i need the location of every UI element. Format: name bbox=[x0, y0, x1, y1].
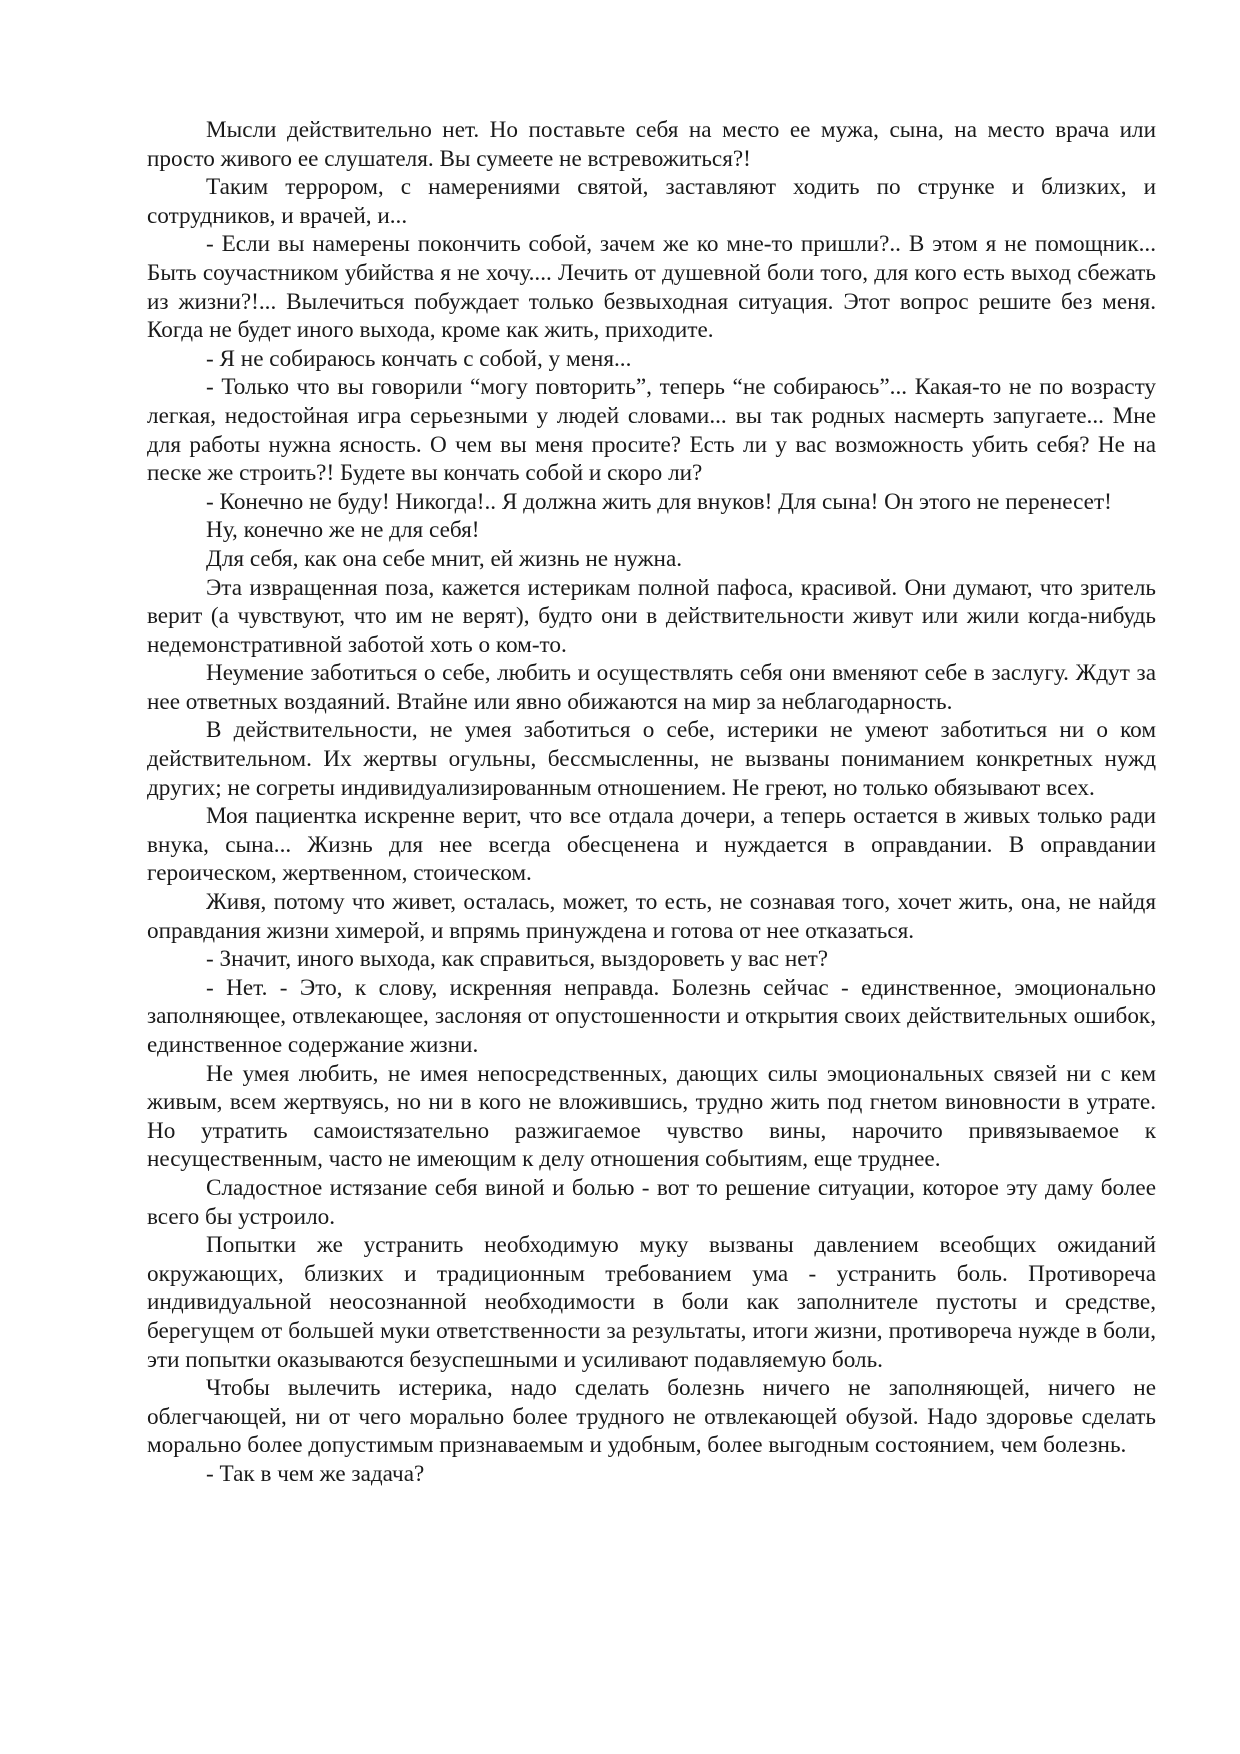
paragraph: Сладостное истязание себя виной и болью - вот то решение ситуации, которое эту даму более всего бы устроило. bbox=[147, 1174, 1156, 1230]
paragraph: Неумение заботиться о себе, любить и осуществлять себя они вменяют себе в заслугу. Ждут за нее ответных воздаяний. Втайне или явно обижаются на мир за неблагодарность. bbox=[147, 660, 1156, 715]
paragraph: Мысли действительно нет. Но поставьте себя на место ее мужа, сына, на место врача или просто живого ее слушателя. Вы сумеете не встревожиться?! bbox=[147, 117, 1156, 172]
paragraph: В действительности, не умея заботиться о себе, истерики не умеют заботиться ни о ком действительном. Их жертвы огульны, бессмысленны, не вызваны пониманием конкретных нужд других; не согреты индивидуализированным отношением. Не греют, но только обязывают всех. bbox=[147, 717, 1156, 801]
paragraph: Моя пациентка искренне верит, что все отдала дочери, а теперь остается в живых только ради внука, сына... Жизнь для нее всегда обесценена и нуждается в оправдании. В оправдании героическом, жертвенном, стоическом. bbox=[147, 803, 1156, 887]
paragraph: - Если вы намерены покончить собой, зачем же ко мне-то пришли?.. В этом я не помощник... Быть соучастником убийства я не хочу.... Лечить от душевной боли того, для кого есть выход сбежать из жизни?!... Вылечиться побуждает только безвыходная ситуация. Этот вопрос решите без меня. Когда не будет иного выхода, кроме как жить, приходите. bbox=[147, 231, 1156, 344]
paragraph: Таким террором, с намерениями святой, заставляют ходить по струнке и близких, и сотрудников, и врачей, и... bbox=[147, 174, 1156, 229]
paragraph: Не умея любить, не имея непосредственных, дающих силы эмоциональных связей ни с кем живым, всем жертвуясь, но ни в кого не вложившись, трудно жить под гнетом виновности в утрате. Но утратить самоистязательно разжигаемое чувство вины, нарочито привязываемое к несущественным, часто не имеющим к делу отношения событиям, еще труднее. bbox=[147, 1060, 1156, 1173]
paragraph: - Конечно не буду! Никогда!.. Я должна жить для внуков! Для сына! Он этого не перенесет! bbox=[206, 488, 1112, 515]
paragraph: - Так в чем же задача? bbox=[206, 1460, 425, 1487]
paragraph: Для себя, как она себе мнит, ей жизнь не нужна. bbox=[206, 545, 683, 572]
paragraph: Эта извращенная поза, кажется истерикам полной пафоса, красивой. Они думают, что зритель верит (а чувствуют, что им не верят), будто они в действительности живут или жили когда-нибудь недемонстративной заботой хоть о ком-то. bbox=[147, 574, 1156, 658]
paragraph: Попытки же устранить необходимую муку вызваны давлением всеобщих ожиданий окружающих, близких и традиционным требованием ума - устранить боль. Противореча индивидуальной неосознанной необходимости в боли как заполнителе пустоты и средстве, берегущем от большей муки ответственности за результаты, итоги жизни, противореча нужде в боли, эти попытки оказываются безуспешными и усиливают подавляемую боль. bbox=[147, 1232, 1156, 1373]
paragraph: - Значит, иного выхода, как справиться, выздороветь у вас нет? bbox=[206, 946, 829, 973]
paragraph: Живя, потому что живет, осталась, может, то есть, не сознавая того, хочет жить, она, не найдя оправдания жизни химерой, и впрямь принуждена и готова от нее отказаться. bbox=[147, 889, 1156, 944]
paragraph: Ну, конечно же не для себя! bbox=[206, 517, 480, 544]
document-page bbox=[147, 116, 1156, 1489]
paragraph: - Только что вы говорили “могу повторить”, теперь “не собираюсь”... Какая-то не по возрасту легкая, недостойная игра серьезными у людей словами... вы так родных насмерть запугаете... Мне для работы нужна ясность. О чем вы меня просите? Есть ли у вас возможность убить себя? Не на песке же строить?! Будете вы кончать собой и скоро ли? bbox=[147, 374, 1156, 487]
paragraph: Чтобы вылечить истерика, надо сделать болезнь ничего не заполняющей, ничего не облегчающей, ни от чего морально более трудного не отвлекающей обузой. Надо здоровье сделать морально более допустимым признаваемым и удобным, более выгодным состоянием, чем болезнь. bbox=[147, 1375, 1156, 1459]
paragraph: - Нет. - Это, к слову, искренняя неправда. Болезнь сейчас - единственное, эмоционально заполняющее, отвлекающее, заслоняя от опустошенности и открытия своих действительных ошибок, единственное содержание жизни. bbox=[147, 974, 1156, 1058]
paragraph: - Я не собираюсь кончать с собой, у меня... bbox=[206, 345, 632, 372]
